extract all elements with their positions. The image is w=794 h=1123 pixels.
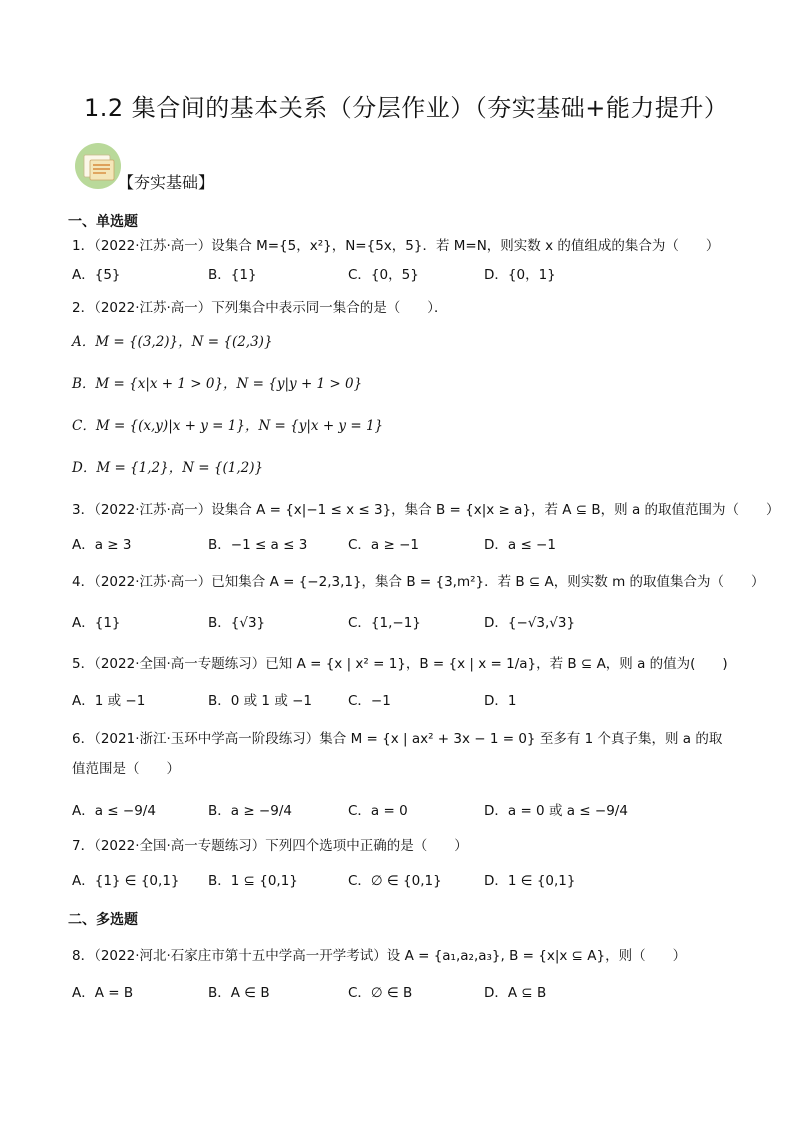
question-1-option-a[interactable]: A．{5} bbox=[72, 267, 121, 283]
question-3-option-d[interactable]: D．a ≤ −1 bbox=[484, 537, 556, 553]
heading-multi-choice: 二、多选题 bbox=[68, 912, 138, 928]
question-6-option-c[interactable]: C．a = 0 bbox=[348, 803, 408, 819]
question-6-option-b[interactable]: B．a ≥ −9/4 bbox=[208, 803, 292, 819]
question-7-option-a[interactable]: A．{1} ∈ {0,1} bbox=[72, 873, 180, 889]
question-7-stem: 7．（2022·全国·高一专题练习）下列四个选项中正确的是（ ） bbox=[72, 838, 468, 854]
question-4-options bbox=[72, 608, 732, 638]
question-7-option-c[interactable]: C．∅ ∈ {0,1} bbox=[348, 873, 442, 889]
question-6-option-a[interactable]: A．a ≤ −9/4 bbox=[72, 803, 156, 819]
question-4-option-c[interactable]: C．{1,−1} bbox=[348, 615, 421, 631]
question-5-option-c[interactable]: C．−1 bbox=[348, 693, 391, 709]
question-8-options bbox=[72, 978, 732, 1008]
question-2-option-c[interactable]: C．M = {(x,y)|x + y = 1}，N = {y|x + y = 1} bbox=[72, 418, 384, 434]
question-5-option-d[interactable]: D．1 bbox=[484, 693, 517, 709]
section-label-basics: 【夯实基础】 bbox=[118, 173, 215, 192]
question-1-options bbox=[72, 260, 732, 290]
question-8-option-a[interactable]: A．A = B bbox=[72, 985, 134, 1001]
question-7-option-d[interactable]: D．1 ∈ {0,1} bbox=[484, 873, 576, 889]
page-title: 1.2 集合间的基本关系（分层作业）（夯实基础+能力提升） bbox=[84, 94, 729, 122]
question-8-option-c[interactable]: C．∅ ∈ B bbox=[348, 985, 413, 1001]
question-2-stem: 2．（2022·江苏·高一）下列集合中表示同一集合的是（ ）． bbox=[72, 300, 448, 316]
question-2-option-b[interactable]: B．M = {x|x + 1 > 0}，N = {y|y + 1 > 0} bbox=[72, 376, 363, 392]
question-4-option-a[interactable]: A．{1} bbox=[72, 615, 121, 631]
question-4-option-b[interactable]: B．{√3} bbox=[208, 615, 266, 631]
question-3-option-a[interactable]: A．a ≥ 3 bbox=[72, 537, 132, 553]
question-7-options bbox=[72, 866, 732, 896]
question-4-option-d[interactable]: D．{−√3,√3} bbox=[484, 615, 576, 631]
question-3-option-b[interactable]: B．−1 ≤ a ≤ 3 bbox=[208, 537, 308, 553]
question-1-option-b[interactable]: B．{1} bbox=[208, 267, 257, 283]
question-6-stem: 6．（2021·浙江·玉环中学高一阶段练习）集合 M = {x | ax² + 3x − 1 = 0} 至多有 1 个真子集，则 a 的取值范围是（ ） bbox=[72, 731, 723, 777]
question-6-options bbox=[72, 796, 732, 826]
notebook-icon bbox=[74, 142, 122, 190]
question-8-option-d[interactable]: D．A ⊆ B bbox=[484, 985, 547, 1001]
question-8-stem: 8．（2022·河北·石家庄市第十五中学高一开学考试）设 A = {a₁,a₂,a₃}, B = {x|x ⊆ A}，则（ ） bbox=[72, 948, 687, 964]
question-3-option-c[interactable]: C．a ≥ −1 bbox=[348, 537, 419, 553]
question-7-option-b[interactable]: B．1 ⊆ {0,1} bbox=[208, 873, 298, 889]
question-5-options bbox=[72, 686, 732, 716]
heading-single-choice: 一、单选题 bbox=[68, 214, 138, 230]
question-2-option-a[interactable]: A．M = {(3,2)}，N = {(2,3)} bbox=[72, 334, 273, 350]
question-3-options bbox=[72, 530, 732, 560]
question-5-option-b[interactable]: B．0 或 1 或 −1 bbox=[208, 693, 313, 709]
question-1-option-d[interactable]: D．{0，1} bbox=[484, 267, 556, 283]
question-2-option-d[interactable]: D．M = {1,2}，N = {(1,2)} bbox=[72, 460, 264, 476]
question-4-stem: 4．（2022·江苏·高一）已知集合 A = {−2,3,1}，集合 B = {3,m²}．若 B ⊆ A，则实数 m 的取值集合为（ ） bbox=[72, 574, 765, 590]
question-1-stem: 1．（2022·江苏·高一）设集合 M={5，x²}，N={5x，5}．若 M=N，则实数 x 的值组成的集合为（ ） bbox=[72, 238, 720, 254]
question-3-stem: 3．（2022·江苏·高一）设集合 A = {x|−1 ≤ x ≤ 3}，集合 B = {x|x ≥ a}，若 A ⊆ B，则 a 的取值范围为（ ） bbox=[72, 502, 780, 518]
question-6-option-d[interactable]: D．a = 0 或 a ≤ −9/4 bbox=[484, 803, 628, 819]
question-5-option-a[interactable]: A．1 或 −1 bbox=[72, 693, 146, 709]
question-1-option-c[interactable]: C．{0，5} bbox=[348, 267, 419, 283]
question-5-stem: 5．（2022·全国·高一专题练习）已知 A = {x | x² = 1}，B = {x | x = 1/a}，若 B ⊆ A，则 a 的值为( ) bbox=[72, 656, 728, 672]
question-8-option-b[interactable]: B．A ∈ B bbox=[208, 985, 270, 1001]
